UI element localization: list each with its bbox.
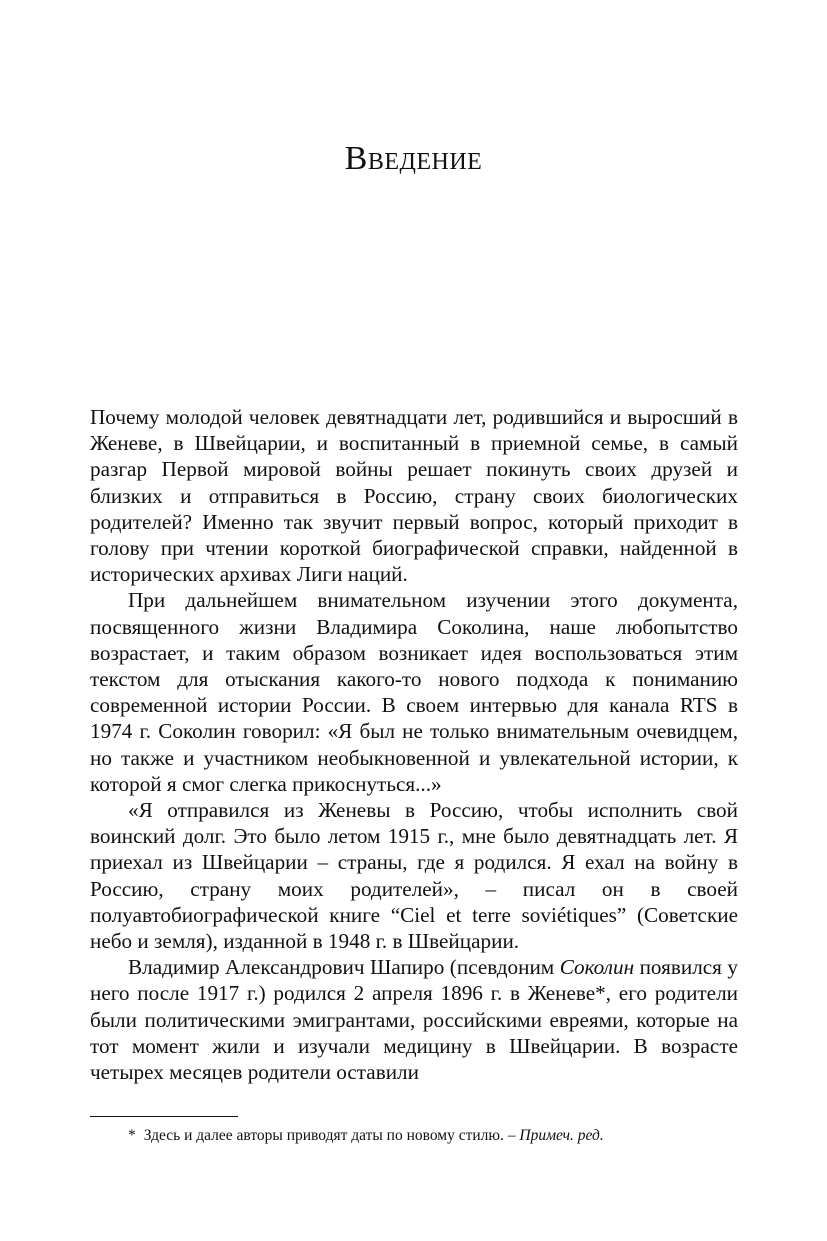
footnote-divider: [90, 1116, 238, 1117]
chapter-body: [90, 404, 738, 1085]
paragraph-2: При дальнейшем внимательном изучении этого документа, посвященного жизни Владимира Соколина, наше любопытство возрастает, и таким образом возникает идея воспользоваться этим текстом для отыскания какого-то нового подхода к пониманию современной истории России. В своем интервью для канала RTS в 1974 г. Соколин говорил: «Я был не только внимательным очевидцем, но также и участником необыкновенной и увлекательной истории, к которой я смог слегка прикоснуться...»: [90, 588, 738, 796]
paragraph-4-after: появился у него после 1917 г.) родился 2 апреля 1896 г. в Женеве*, его родители были политическими эмигрантами, российскими евреями, которые на тот момент жили и изучали медицину в Швейцарии. В возрасте четырех месяцев родители оставили: [90, 955, 739, 1085]
footnote-editor-note: Примеч. ред.: [519, 1127, 604, 1144]
paragraph-1: Почему молодой человек девятнадцати лет, родившийся и выросший в Женеве, в Швейцарии, и воспитанный в приемной семье, в самый разгар Первой мировой войны решает покинуть своих друзей и близких и отправиться в Россию, страну своих биологических родителей? Именно так звучит первый вопрос, который приходит в голову при чтении короткой биографической справки, найденной в исторических архивах Лиги наций.: [90, 405, 738, 587]
paragraph-4: [90, 954, 738, 1085]
pseudonym-italic: Соколин: [559, 955, 635, 980]
chapter-title: Введение: [344, 140, 483, 177]
footnote-mark: *: [128, 1127, 136, 1144]
paragraph-3: «Я отправился из Женевы в Россию, чтобы исполнить свой воинский долг. Это было летом 1915 г., мне было девятнадцать лет. Я приехал из Швейцарии – страны, где я родился. Я ехал на войну в Россию, страну моих родителей», – писал он в своей полуавтобиографической книге “Ciel et terre soviétiques” (Советские небо и земля), изданной в 1948 г. в Швейцарии.: [90, 798, 738, 954]
footnote: [128, 1126, 748, 1146]
footnote-text: Здесь и далее авторы приводят даты по новому стилю. –: [143, 1127, 520, 1144]
paragraph-4-before: Владимир Александрович Шапиро (псевдоним: [128, 955, 560, 980]
